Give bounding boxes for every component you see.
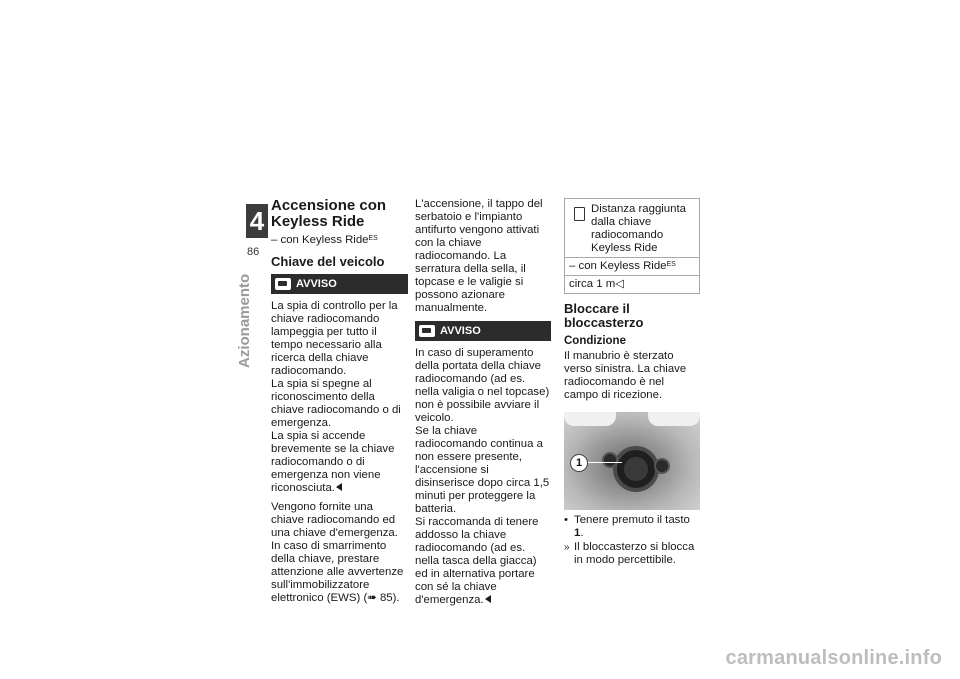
option-line: – con Keyless Ride$^{ES}$ — [271, 234, 378, 246]
end-mark-icon — [336, 483, 342, 491]
warning-icon — [275, 278, 291, 290]
handlebar-photo — [564, 412, 700, 510]
warning-label: AVVISO — [296, 277, 337, 290]
column-3 — [564, 198, 700, 568]
instruction-list — [564, 514, 700, 567]
column-1 — [271, 198, 408, 611]
column-2 — [415, 198, 551, 613]
warning-banner — [415, 321, 551, 341]
spec-box — [564, 198, 700, 294]
list-item: » Il bloccasterzo si blocca in modo percettibile. — [564, 541, 700, 567]
spec-box-title: Distanza raggiunta dalla chiave radiocomando Keyless Ride — [591, 203, 686, 254]
chapter-number-tab: 4 — [246, 204, 268, 238]
condition-text: Il manubrio è sterzato verso sinistra. La chiave radiocomando è nel campo di ricezione. — [564, 350, 687, 401]
list-item: • Tenere premuto il tasto 1. — [564, 514, 700, 540]
spec-box-title-row — [565, 199, 699, 257]
watermark: carmanualsonline.info — [725, 647, 942, 669]
warning-label: AVVISO — [440, 324, 481, 337]
page-number: 86 — [247, 246, 260, 258]
figure-callout: 1 — [570, 454, 588, 472]
spec-box-value-row: circa 1 m◁ — [565, 275, 699, 293]
section-heading: Accensione con Keyless Ride — [271, 197, 387, 230]
warning-icon — [419, 325, 435, 337]
warning-text: In caso di superamento della portata della chiave radiocomando (ad es. nella valigia o nel topcase) non è possibile avviare il veicolo. Se la chiave radiocomando continua a non essere presente, l'accensione si disinserisce dopo circa 1,5 minuti per proteggere la batteria. Si raccomanda di tenere addosso la chiave radiocomando (ad es. nella tasca della giacca) ed in alternativa portare con sé la chiave d'emergenza. — [415, 347, 550, 606]
warning-banner — [271, 274, 408, 294]
subheading: Chiave del veicolo — [271, 254, 385, 269]
page-reference-link[interactable]: (➠ 85). — [363, 592, 400, 604]
warning-text: La spia di controllo per la chiave radiocomando lampeggia per tutto il tempo necessario alla ricerca della chiave radiocomando. La spia si spegne al riconoscimento della chiave radiocomando o di emergenza. La spia si accende brevemente se la chiave radiocomando o di emergenza non viene riconosciuta. — [271, 300, 401, 494]
spec-box-option-row: – con Keyless Ride$^{ES}$ — [565, 257, 699, 275]
section-heading: Bloccare il bloccasterzo — [564, 301, 644, 330]
key-range-icon — [569, 203, 591, 225]
body-paragraph: Vengono fornite una chiave radiocomando ed una chiave d'emergenza. In caso di smarrimento della chiave, prestare attenzione alle avvertenze sull'immobilizzatore elettronico (EWS) (➠ 85). — [271, 501, 404, 604]
condition-heading: Condizione — [564, 335, 626, 347]
chapter-side-label: Azionamento — [236, 273, 253, 368]
body-paragraph: L'accensione, il tappo del serbatoio e l'impianto antifurto vengono attivati con la chiave radiocomando. La serratura della sella, il topcase e le valigie si possono azionare manualmente. — [415, 198, 543, 314]
end-mark-icon — [485, 595, 491, 603]
